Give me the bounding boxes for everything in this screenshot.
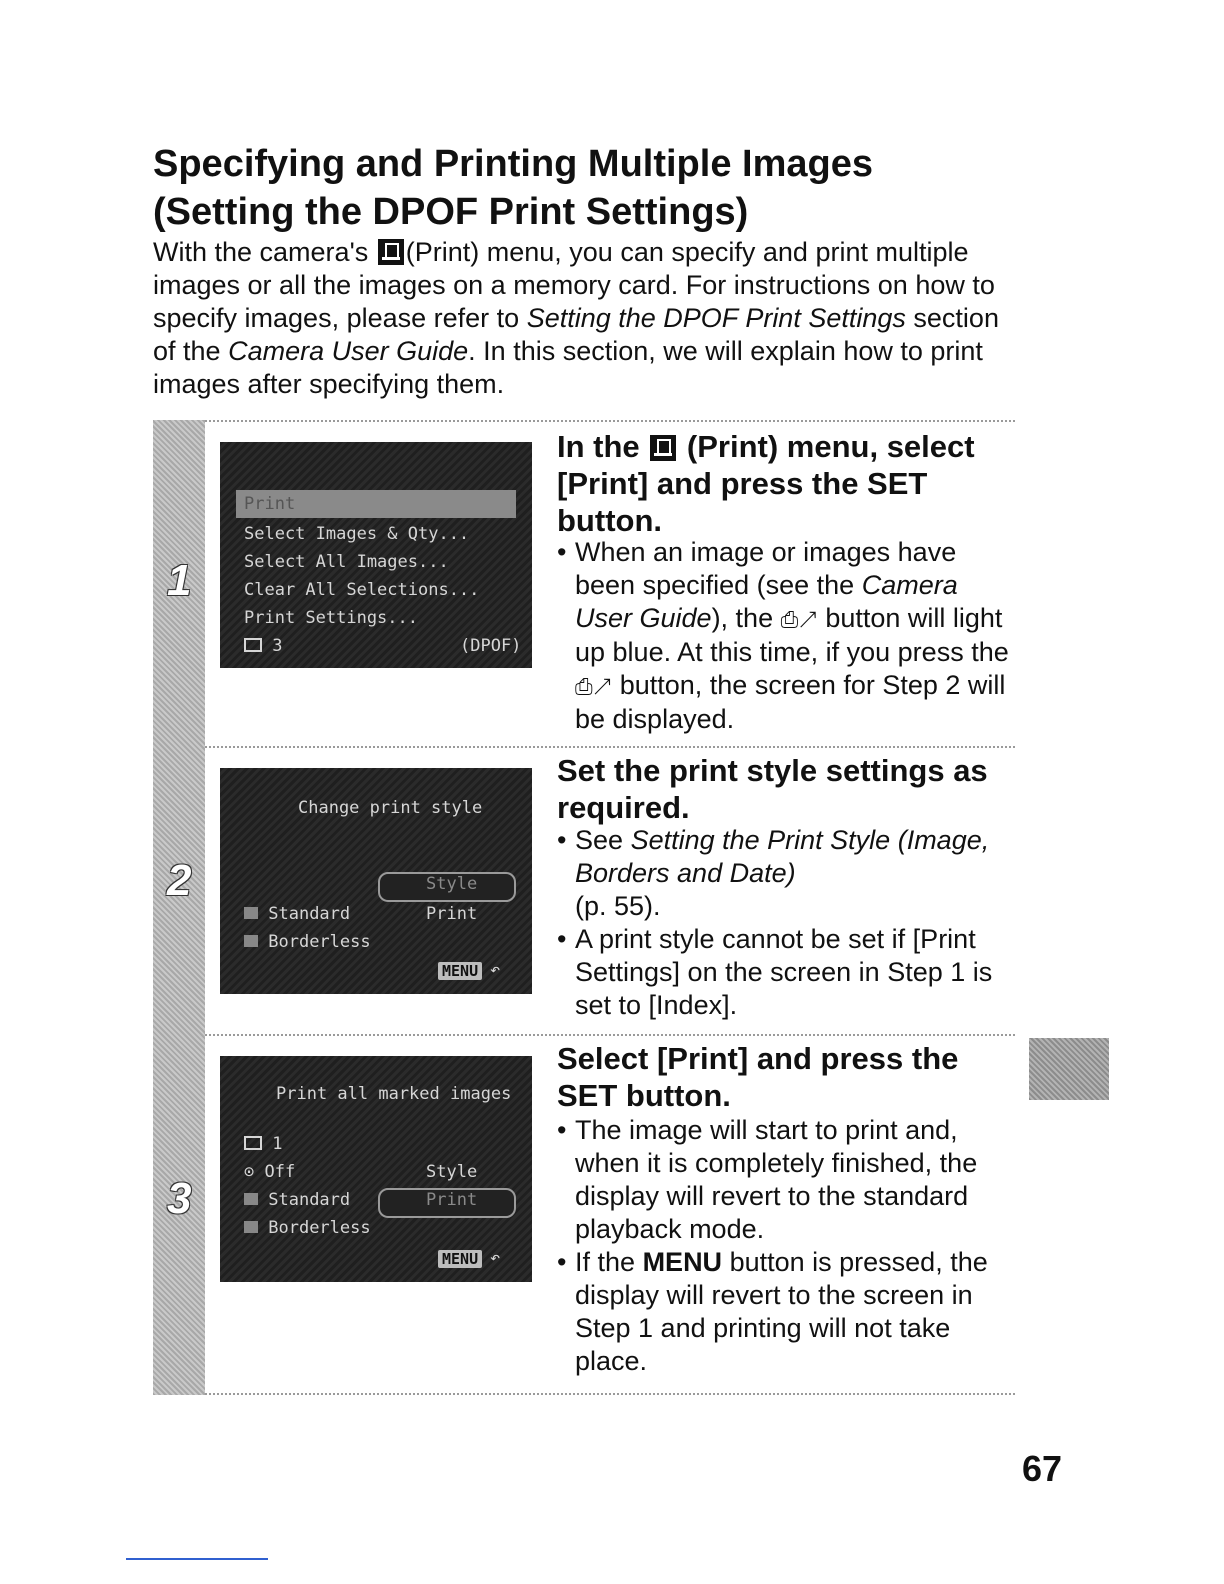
menu-key: MENU bbox=[438, 1250, 482, 1268]
style-label: Style bbox=[426, 874, 478, 894]
page-title bbox=[153, 140, 1053, 236]
bullet-item bbox=[557, 824, 1017, 923]
style-label: Style bbox=[426, 1162, 478, 1182]
menu-key: MENU bbox=[438, 962, 482, 980]
bullet-text: See bbox=[575, 825, 624, 855]
bullet-item bbox=[557, 1246, 1017, 1378]
menu-item: Clear All Selections... bbox=[244, 580, 480, 600]
clock-icon: ⊙ bbox=[244, 1162, 255, 1182]
step-divider bbox=[205, 1393, 1015, 1395]
option-borderless bbox=[244, 932, 371, 952]
chapter-thumb-tab bbox=[1029, 1038, 1109, 1100]
steps-panel bbox=[153, 420, 1015, 1395]
step-heading: Set the print style settings as required. bbox=[557, 753, 988, 825]
back-icon: ↶ bbox=[490, 1248, 501, 1268]
option-standard-label: Standard bbox=[268, 1190, 351, 1210]
intro-text-4: . In this section, we will explain how to print images after specifying them. bbox=[153, 336, 983, 399]
step-heading: Select [Print] and press the SET button. bbox=[557, 1041, 959, 1113]
back-icon: ↶ bbox=[490, 960, 501, 980]
option-standard bbox=[244, 904, 350, 924]
print-count-value: 1 bbox=[272, 1134, 283, 1154]
date-setting bbox=[244, 1162, 295, 1182]
step-bullets bbox=[557, 824, 1017, 1022]
intro-text-1: With the camera's bbox=[153, 237, 369, 267]
step-bullets bbox=[557, 536, 1017, 736]
intro-paragraph bbox=[153, 236, 1013, 401]
bullet-reference: Camera User Guide bbox=[575, 570, 958, 633]
bullet-text: When an image or images have been specified (see the bbox=[575, 537, 957, 600]
print-stack-icon bbox=[244, 638, 262, 652]
bullet-text: button is pressed, the display will revert to the screen in Step 1 and printing will not take place. bbox=[575, 1247, 988, 1376]
menu-item: Select Images & Qty... bbox=[244, 524, 470, 544]
bullet-item: • The image will start to print and, when it is completely finished, the display will revert to the standard playback mode. bbox=[557, 1114, 1017, 1246]
camera-screen-print-menu bbox=[220, 442, 532, 668]
heading-text-1: In the bbox=[557, 429, 640, 464]
option-standard-label: Standard bbox=[268, 904, 351, 924]
layout-icon bbox=[244, 1193, 258, 1205]
step-number: 1 bbox=[167, 556, 192, 605]
step-3 bbox=[153, 1034, 1015, 1393]
layout-icon bbox=[244, 1221, 258, 1233]
camera-screen-print-style bbox=[220, 768, 532, 994]
option-borderless-label: Borderless bbox=[268, 932, 371, 952]
step-bullets bbox=[557, 1114, 1017, 1378]
bullet-menu-key: MENU bbox=[642, 1247, 723, 1277]
option-borderless-label: Borderless bbox=[268, 1218, 371, 1238]
print-count bbox=[244, 636, 283, 656]
menu-item: Print Settings... bbox=[244, 608, 418, 628]
print-share-icon: ⎙↗ bbox=[780, 607, 818, 632]
intro-text-3: section of the bbox=[153, 303, 999, 366]
step-number: 3 bbox=[167, 1174, 192, 1223]
layout-icon bbox=[244, 935, 258, 947]
bullet-item bbox=[557, 536, 1017, 736]
bullet-text: ), the bbox=[711, 603, 774, 633]
step-heading bbox=[557, 428, 1017, 539]
option-borderless bbox=[244, 1218, 371, 1238]
bullet-item: • A print style cannot be set if [Print Settings] on the screen in Step 1 is set to [Index]. bbox=[557, 923, 1017, 1022]
print-menu-icon bbox=[650, 435, 676, 461]
print-label: Print bbox=[426, 904, 478, 924]
print-mode: (DPOF) bbox=[460, 636, 522, 656]
step-2 bbox=[153, 746, 1015, 1034]
screen-title: Print all marked images bbox=[276, 1084, 512, 1104]
screen-title: Change print style bbox=[298, 798, 483, 818]
print-count-value: 3 bbox=[272, 636, 283, 656]
print-label: Print bbox=[426, 1190, 478, 1210]
bullet-text: (p. 55). bbox=[575, 891, 661, 921]
print-menu-icon bbox=[378, 239, 404, 265]
menu-item-print: Print bbox=[244, 494, 296, 514]
print-count bbox=[244, 1134, 283, 1154]
title-line-1: Specifying and Printing Multiple Images bbox=[153, 143, 873, 185]
step-number: 2 bbox=[167, 856, 192, 905]
menu-item: Select All Images... bbox=[244, 552, 449, 572]
camera-screen-print-confirm bbox=[220, 1056, 532, 1282]
footer-rule bbox=[126, 1558, 268, 1560]
intro-text-2: (Print) menu, you can specify and print multiple images or all the images on a memory card. For instructions on how to specify images, please refer to bbox=[153, 237, 995, 333]
intro-reference-guide: Camera User Guide bbox=[228, 336, 469, 366]
layout-icon bbox=[244, 907, 258, 919]
bullet-text: button will light up blue. At this time, if you press the bbox=[575, 603, 1009, 667]
bullet-reference: Setting the Print Style (Image, Borders and Date) bbox=[575, 825, 990, 888]
bullet-text: If the bbox=[575, 1247, 636, 1277]
print-stack-icon bbox=[244, 1136, 262, 1150]
option-standard bbox=[244, 1190, 350, 1210]
date-setting-value: Off bbox=[264, 1162, 296, 1182]
intro-reference-section: Setting the DPOF Print Settings bbox=[526, 303, 906, 333]
page-number: 67 bbox=[1022, 1448, 1063, 1489]
print-share-icon: ⎙↗ bbox=[575, 674, 613, 699]
step-1 bbox=[153, 420, 1015, 746]
title-line-2: (Setting the DPOF Print Settings) bbox=[153, 191, 749, 233]
heading-text-2: (Print) menu, select [Print] and press the SET button. bbox=[557, 429, 975, 538]
bullet-text: button, the screen for Step 2 will be displayed. bbox=[575, 670, 1006, 734]
